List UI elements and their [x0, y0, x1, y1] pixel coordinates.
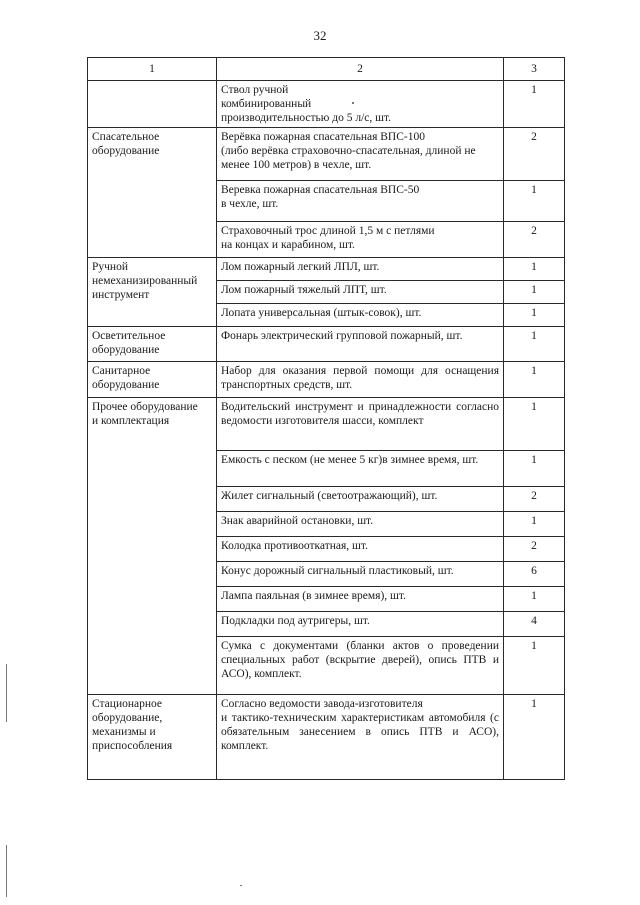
column-header: 2: [217, 58, 504, 81]
table-row: [88, 81, 565, 128]
page-number: 32: [313, 28, 327, 43]
quantity-cell: 2: [504, 487, 565, 512]
quantity-cell: 2: [504, 537, 565, 562]
quantity-cell: 6: [504, 562, 565, 587]
table-row: [88, 695, 565, 780]
item-name-cell: Лом пожарный тяжелый ЛПТ, шт.: [217, 281, 504, 304]
scan-speck: [6, 664, 7, 722]
category-cell: [88, 81, 217, 128]
quantity-cell: 1: [504, 81, 565, 128]
item-name-cell: Согласно ведомости завода-изготовителя и тактико-техническим характеристикам автомобиля (с обязательным занесением в опись ПТВ и АСО), комплект.: [217, 695, 504, 780]
item-name-cell: Веревка пожарная спасательная ВПС-50 в чехле, шт.: [217, 181, 504, 222]
item-name-cell: Сумка с документами (бланки актов о проведении специальных работ (вскрытие дверей), опись ПТВ и АСО), комплект.: [217, 637, 504, 695]
item-name-cell: Страховочный трос длиной 1,5 м с петлями на концах и карабином, шт.: [217, 222, 504, 258]
quantity-cell: 2: [504, 128, 565, 181]
column-header: 1: [88, 58, 217, 81]
category-cell: Ручной немеханизированный инструмент: [88, 258, 217, 327]
quantity-cell: 1: [504, 258, 565, 281]
quantity-cell: 1: [504, 181, 565, 222]
item-name-cell: Знак аварийной остановки, шт.: [217, 512, 504, 537]
item-name-cell: Верёвка пожарная спасательная ВПС-100 (либо верёвка страховочно-спасательная, длиной не менее 100 метров) в чехле, шт.: [217, 128, 504, 181]
quantity-cell: 2: [504, 222, 565, 258]
quantity-cell: 1: [504, 281, 565, 304]
scan-speck: [352, 102, 354, 104]
item-name-cell: Жилет сигнальный (светоотражающий), шт.: [217, 487, 504, 512]
quantity-cell: 1: [504, 637, 565, 695]
item-name-cell: Лопата универсальная (штык-совок), шт.: [217, 304, 504, 327]
item-name-cell: Набор для оказания первой помощи для оснащения транспортных средств, шт.: [217, 362, 504, 398]
table-header-row: [88, 58, 565, 81]
quantity-cell: 1: [504, 304, 565, 327]
table-row: [88, 327, 565, 362]
table-row: [88, 362, 565, 398]
item-name-cell: Конус дорожный сигнальный пластиковый, шт.: [217, 562, 504, 587]
quantity-cell: 4: [504, 612, 565, 637]
item-name-cell: Фонарь электрический групповой пожарный, шт.: [217, 327, 504, 362]
column-header: 3: [504, 58, 565, 81]
category-cell: Санитарное оборудование: [88, 362, 217, 398]
category-cell: Осветительное оборудование: [88, 327, 217, 362]
quantity-cell: 1: [504, 398, 565, 451]
quantity-cell: 1: [504, 695, 565, 780]
item-name-cell: Лампа паяльная (в зимнее время), шт.: [217, 587, 504, 612]
category-cell: Прочее оборудование и комплектация: [88, 398, 217, 695]
item-name-cell: Лом пожарный легкий ЛПЛ, шт.: [217, 258, 504, 281]
quantity-cell: 1: [504, 362, 565, 398]
equipment-table: [87, 57, 565, 780]
table-row: [88, 128, 565, 181]
item-name-cell: Подкладки под аутригеры, шт.: [217, 612, 504, 637]
scan-speck: [240, 885, 242, 886]
category-cell: Стационарное оборудование, механизмы и приспособления: [88, 695, 217, 780]
table-row: [88, 258, 565, 281]
quantity-cell: 1: [504, 512, 565, 537]
scan-speck: [6, 845, 7, 897]
quantity-cell: 1: [504, 587, 565, 612]
category-cell: Спасательное оборудование: [88, 128, 217, 258]
item-name-cell: Водительский инструмент и принадлежности согласно ведомости изготовителя шасси, комплект: [217, 398, 504, 451]
table-row: [88, 398, 565, 451]
quantity-cell: 1: [504, 327, 565, 362]
item-name-cell: Ствол ручной комбинированный производительностью до 5 л/с, шт.: [217, 81, 504, 128]
item-name-cell: Колодка противооткатная, шт.: [217, 537, 504, 562]
quantity-cell: 1: [504, 451, 565, 487]
item-name-cell: Емкость с песком (не менее 5 кг)в зимнее время, шт.: [217, 451, 504, 487]
